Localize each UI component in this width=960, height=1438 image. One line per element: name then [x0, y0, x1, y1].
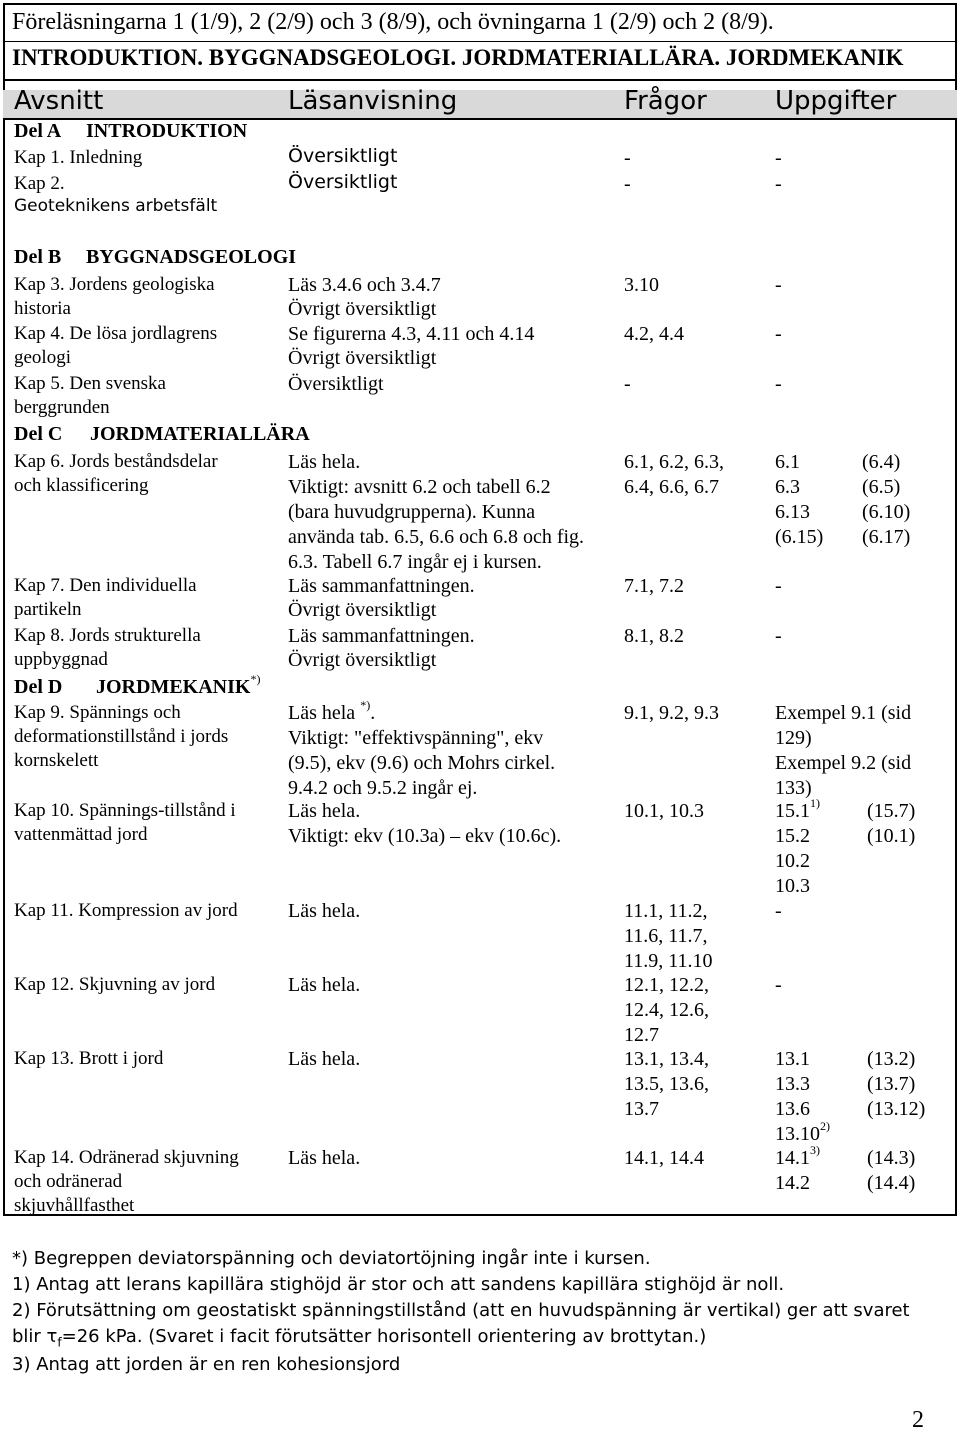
kap14-uppgift: 14.2: [775, 1172, 810, 1194]
kap5-uppgifter: -: [775, 373, 782, 395]
kap14-uppgift: 14.1$^{3)}$: [775, 1143, 820, 1169]
section-d-name: JORDMEKANIK*): [96, 672, 261, 698]
kap6-uppgift: 6.13: [775, 501, 810, 523]
kap8-uppgifter: -: [775, 625, 782, 647]
kap9-avsnitt: Kap 9. Spännings och: [14, 702, 181, 723]
kap11-fragor-2: 11.6, 11.7,: [624, 925, 708, 947]
kap10-fragor: 10.1, 10.3: [624, 800, 704, 822]
kap6-uppgift-extra: (6.10): [862, 501, 911, 523]
kap14-uppgift-extra: (14.4): [867, 1172, 916, 1194]
page-number: 2: [912, 1407, 924, 1433]
kap12-uppgifter: -: [775, 974, 782, 996]
section-d-label: Del D: [14, 676, 63, 698]
kap4-avsnitt-2: geologi: [14, 347, 71, 368]
kap14-avsnitt-2: och odränerad: [14, 1171, 123, 1192]
kap1-lasanvisning: Översiktligt: [288, 145, 398, 167]
kap14-lasanvisning: Läs hela.: [288, 1147, 361, 1169]
section-c-label: Del C: [14, 423, 63, 445]
kap6-uppgift: (6.15): [775, 526, 824, 548]
kap7-avsnitt: Kap 7. Den individuella: [14, 575, 197, 596]
kap6-uppgift: 6.1: [775, 451, 800, 473]
kap4-lasanvisning-2: Övrigt översiktligt: [288, 347, 437, 369]
kap8-avsnitt-2: uppbyggnad: [14, 649, 108, 670]
kap12-fragor-1: 12.1, 12.2,: [624, 974, 709, 996]
kap9-avsnitt-2: deformationstillstånd i jords: [14, 726, 229, 747]
kap9-fragor: 9.1, 9.2, 9.3: [624, 702, 719, 724]
kap13-fragor-2: 13.5, 13.6,: [624, 1073, 709, 1095]
kap13-fragor-3: 13.7: [624, 1098, 659, 1120]
column-header-fragor: Frågor: [624, 86, 707, 116]
kap1-fragor: -: [624, 147, 631, 169]
kap3-fragor: 3.10: [624, 274, 659, 296]
kap9-lasanvisning-3: (9.5), ekv (9.6) och Mohrs cirkel.: [288, 752, 556, 774]
kap4-lasanvisning: Se figurerna 4.3, 4.11 och 4.14: [288, 323, 535, 345]
kap6-uppgift-extra: (6.5): [862, 476, 901, 498]
kap13-uppgift: 13.1: [775, 1048, 810, 1070]
table-border: [3, 3, 957, 1216]
kap1-uppgifter: -: [775, 147, 782, 169]
kap14-fragor: 14.1, 14.4: [624, 1147, 704, 1169]
kap8-lasanvisning-2: Övrigt översiktligt: [288, 649, 437, 671]
kap13-uppgift: 13.6: [775, 1098, 810, 1120]
kap9-uppgift: 133): [775, 777, 812, 799]
kap10-avsnitt-2: vattenmättad jord: [14, 824, 148, 845]
kap4-avsnitt: Kap 4. De lösa jordlagrens: [14, 323, 218, 344]
kap10-uppgift: 10.2: [775, 850, 810, 872]
kap5-lasanvisning: Översiktligt: [288, 373, 384, 395]
footnote: 1) Antag att lerans kapillära stighöjd är stor och att sandens kapillära stighöjd är noll.: [12, 1274, 785, 1295]
kap14-avsnitt: Kap 14. Odränerad skjuvning: [14, 1147, 239, 1168]
kap13-uppgift-extra: (13.2): [867, 1048, 916, 1070]
kap13-lasanvisning: Läs hela.: [288, 1048, 361, 1070]
kap10-lasanvisning-2: Viktigt: ekv (10.3a) – ekv (10.6c).: [288, 825, 562, 847]
kap12-fragor-2: 12.4, 12.6,: [624, 999, 709, 1021]
kap2-uppgifter: -: [775, 173, 782, 195]
kap5-fragor: -: [624, 373, 631, 395]
kap7-lasanvisning-2: Övrigt översiktligt: [288, 599, 437, 621]
kap13-avsnitt: Kap 13. Brott i jord: [14, 1048, 164, 1069]
title-line-2: INTRODUKTION. BYGGNADSGEOLOGI. JORDMATERIALLÄRA. JORDMEKANIK: [12, 45, 904, 70]
kap6-lasanvisning-1: Läs hela.: [288, 451, 361, 473]
column-header-lasanvisning: Läsanvisning: [288, 86, 458, 116]
kap13-fragor-1: 13.1, 13.4,: [624, 1048, 709, 1070]
kap11-fragor-1: 11.1, 11.2,: [624, 900, 708, 922]
kap10-uppgift: 15.1$^{1)}$: [775, 796, 820, 822]
kap4-uppgifter: -: [775, 323, 782, 345]
section-a-name: INTRODUKTION: [86, 120, 248, 142]
kap11-uppgifter: -: [775, 900, 782, 922]
kap7-avsnitt-2: partikeln: [14, 599, 82, 620]
kap14-uppgift-extra: (14.3): [867, 1147, 916, 1169]
kap2-fragor: -: [624, 173, 631, 195]
kap6-avsnitt-2: och klassificering: [14, 475, 149, 496]
kap6-lasanvisning-3: (bara huvudgrupperna). Kunna: [288, 501, 536, 523]
title-line-1: Föreläsningarna 1 (1/9), 2 (2/9) och 3 (8/9), och övningarna 1 (2/9) och 2 (8/9).: [12, 9, 774, 35]
kap12-fragor-3: 12.7: [624, 1024, 659, 1046]
kap6-lasanvisning-2: Viktigt: avsnitt 6.2 och tabell 6.2: [288, 476, 551, 498]
kap9-uppgift: 129): [775, 727, 812, 749]
kap10-avsnitt: Kap 10. Spännings-tillstånd i: [14, 800, 236, 821]
kap8-avsnitt: Kap 8. Jords strukturella: [14, 625, 201, 646]
section-b-name: BYGGNADSGEOLOGI: [86, 246, 297, 268]
kap12-avsnitt: Kap 12. Skjuvning av jord: [14, 974, 216, 995]
kap7-uppgifter: -: [775, 575, 782, 597]
kap13-uppgift-extra: (13.12): [867, 1098, 926, 1120]
kap11-fragor-3: 11.9, 11.10: [624, 950, 713, 972]
kap13-uppgift: 13.10$^{2)}$: [775, 1119, 830, 1145]
kap5-avsnitt: Kap 5. Den svenska: [14, 373, 166, 394]
kap6-uppgift: 6.3: [775, 476, 800, 498]
kap8-lasanvisning: Läs sammanfattningen.: [288, 625, 475, 647]
kap9-lasanvisning-2: Viktigt: "effektivspänning", ekv: [288, 727, 544, 749]
kap6-uppgift-extra: (6.17): [862, 526, 911, 548]
footnote: blir $\tau_f=26$ kPa. (Svaret i facit förutsätter horisontell orientering av brottytan.): [12, 1326, 707, 1350]
kap6-uppgift-extra: (6.4): [862, 451, 901, 473]
kap6-lasanvisning-4: använda tab. 6.5, 6.6 och 6.8 och fig.: [288, 526, 585, 548]
footnote: *) Begreppen deviatorspänning och deviatortöjning ingår inte i kursen.: [12, 1248, 651, 1269]
kap7-fragor: 7.1, 7.2: [624, 575, 684, 597]
kap2-avsnitt: Kap 2.: [14, 173, 65, 194]
kap6-fragor-1: 6.1, 6.2, 6.3,: [624, 451, 724, 473]
kap5-avsnitt-2: berggrunden: [14, 397, 110, 418]
kap9-uppgift: Exempel 9.2 (sid: [775, 752, 912, 774]
kap3-lasanvisning: Läs 3.4.6 och 3.4.7: [288, 274, 441, 296]
kap3-avsnitt: Kap 3. Jordens geologiska: [14, 274, 215, 295]
kap8-fragor: 8.1, 8.2: [624, 625, 684, 647]
kap10-uppgift-extra: (10.1): [867, 825, 916, 847]
footnote: 3) Antag att jorden är en ren kohesionsjord: [12, 1354, 401, 1375]
kap2-avsnitt-2: Geoteknikens arbetsfält: [14, 196, 218, 216]
footnote: 2) Förutsättning om geostatiskt spänningstillstånd (att en huvudspänning är vertikal) ger att svaret: [12, 1300, 910, 1321]
kap6-lasanvisning-5: 6.3. Tabell 6.7 ingår ej i kursen.: [288, 551, 542, 573]
divider: [3, 41, 957, 42]
kap13-uppgift-extra: (13.7): [867, 1073, 916, 1095]
kap11-lasanvisning: Läs hela.: [288, 900, 361, 922]
divider: [3, 79, 957, 81]
kap14-avsnitt-3: skjuvhållfasthet: [14, 1195, 135, 1216]
kap10-uppgift: 15.2: [775, 825, 810, 847]
column-header-avsnitt: Avsnitt: [14, 86, 104, 116]
kap13-uppgift: 13.3: [775, 1073, 810, 1095]
kap4-fragor: 4.2, 4.4: [624, 323, 684, 345]
kap9-uppgift: Exempel 9.1 (sid: [775, 702, 912, 724]
kap3-lasanvisning-2: Övrigt översiktligt: [288, 298, 437, 320]
kap2-lasanvisning: Översiktligt: [288, 171, 398, 193]
kap10-lasanvisning: Läs hela.: [288, 800, 361, 822]
kap10-uppgift: 10.3: [775, 875, 810, 897]
kap9-avsnitt-3: kornskelett: [14, 750, 99, 771]
kap3-avsnitt-2: historia: [14, 298, 71, 319]
section-a-label: Del A: [14, 120, 62, 142]
kap6-fragor-2: 6.4, 6.6, 6.7: [624, 476, 719, 498]
kap10-uppgift-extra: (15.7): [867, 800, 916, 822]
column-header-uppgifter: Uppgifter: [775, 86, 897, 116]
kap12-lasanvisning: Läs hela.: [288, 974, 361, 996]
section-c-name: JORDMATERIALLÄRA: [90, 423, 310, 445]
kap9-lasanvisning-4: 9.4.2 och 9.5.2 ingår ej.: [288, 777, 478, 799]
kap6-avsnitt: Kap 6. Jords beståndsdelar: [14, 451, 218, 472]
kap9-lasanvisning: Läs hela *).: [288, 698, 376, 724]
kap11-avsnitt: Kap 11. Kompression av jord: [14, 900, 238, 921]
section-b-label: Del B: [14, 246, 62, 268]
kap3-uppgifter: -: [775, 274, 782, 296]
kap7-lasanvisning: Läs sammanfattningen.: [288, 575, 475, 597]
kap1-avsnitt: Kap 1. Inledning: [14, 147, 143, 168]
